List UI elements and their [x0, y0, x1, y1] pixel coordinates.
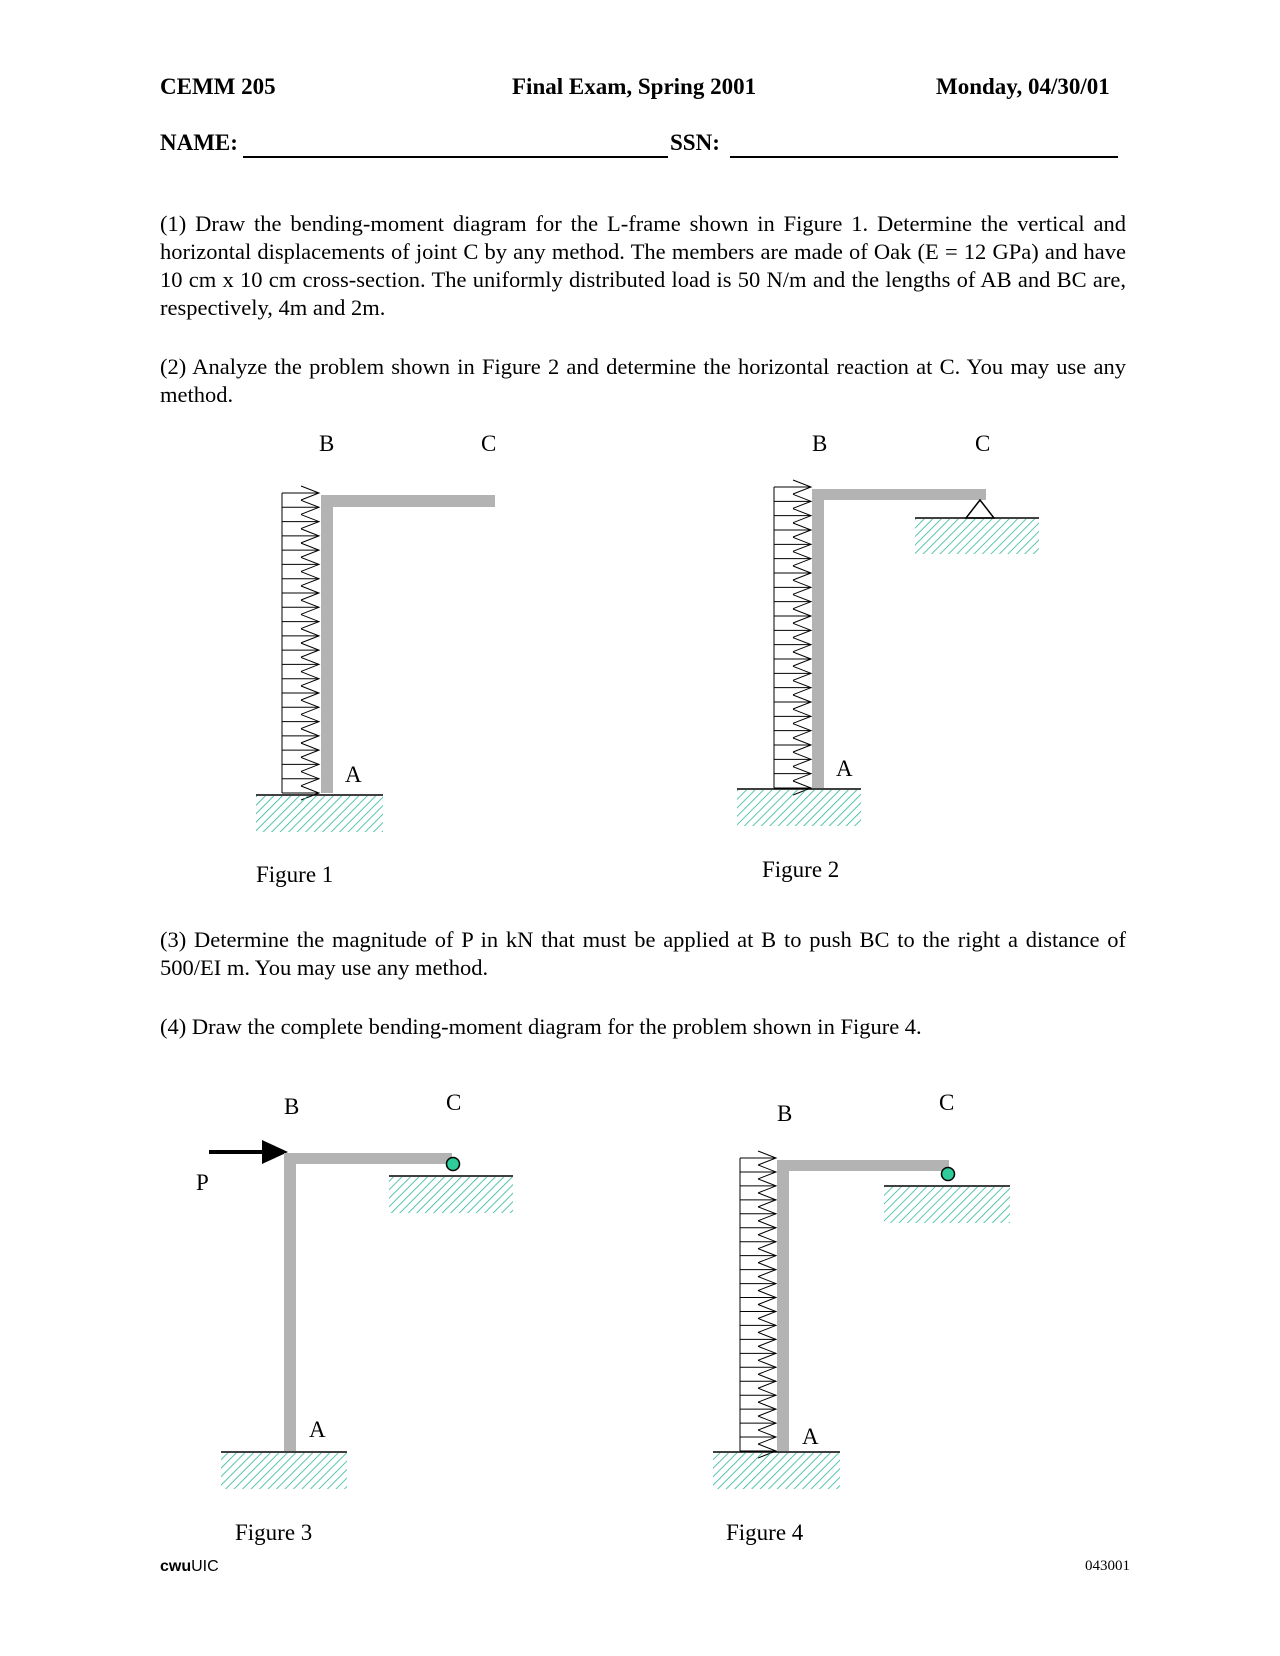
fig4-distributed-load [740, 1151, 776, 1458]
fig3-label-p: P [196, 1170, 209, 1195]
fig4-label-b: B [777, 1101, 793, 1126]
fig2-label-a: A [836, 756, 853, 781]
fig1-member-ab [321, 495, 333, 793]
fig4-member-ab [777, 1160, 789, 1451]
fig1-distributed-load [282, 486, 319, 800]
fig2-pin-support-icon [966, 500, 994, 518]
fig4-label-a: A [802, 1424, 819, 1449]
figure-3 [196, 1090, 513, 1545]
footer-logo [160, 1558, 219, 1576]
footer-code: 043001 [1085, 1558, 1130, 1574]
question-4: (4) Draw the complete bending-moment diagram for the problem shown in Figure 4. [160, 1014, 922, 1039]
fig1-label-b: B [319, 431, 335, 456]
fig1-label-a: A [345, 762, 362, 787]
fig4-roller-icon [942, 1168, 955, 1181]
fig3-fixed-support [221, 1453, 347, 1489]
fig2-fixed-support [737, 790, 861, 826]
exam-date: Monday, 04/30/01 [936, 74, 1110, 99]
fig2-label-b: B [812, 431, 828, 456]
fig3-member-bc [284, 1153, 452, 1164]
fig2-distributed-load [774, 480, 811, 795]
fig1-caption: Figure 1 [256, 862, 334, 887]
exam-title: Final Exam, Spring 2001 [512, 74, 757, 99]
fig2-pin-ground [915, 519, 1039, 554]
question-2: (2) Analyze the problem shown in Figure 2 and determine the horizontal reaction at C. You may use any method. [160, 354, 1126, 407]
fig2-member-bc [812, 489, 986, 500]
fig2-caption: Figure 2 [762, 857, 840, 882]
fig2-label-c: C [975, 431, 991, 456]
fig4-member-bc [777, 1160, 949, 1171]
name-label: NAME: [160, 130, 238, 155]
fig1-member-bc [321, 495, 495, 507]
fig4-caption: Figure 4 [726, 1520, 804, 1545]
fig3-label-a: A [309, 1417, 326, 1442]
fig4-roller-ground [884, 1187, 1010, 1223]
figure-2 [737, 431, 1039, 882]
question-1: (1) Draw the bending-moment diagram for the L-frame shown in Figure 1. Determine the vertical and horizontal displacements of joint C by any method. The members are made of Oak (E = 12 GPa) and have 10 cm x 10 cm cross-section. The uniformly distributed load is 50 N/m and the lengths of AB and BC are, respectively, 4m and 2m. [160, 211, 1126, 320]
fig3-member-ab [284, 1153, 296, 1451]
fig3-roller-ground [389, 1177, 513, 1213]
fig2-member-ab [812, 489, 824, 788]
footer-logo-bold: cwu [160, 1558, 192, 1575]
fig1-fixed-support [256, 796, 383, 832]
figure-1 [256, 431, 496, 887]
footer-logo-rest: UIC [191, 1558, 219, 1575]
fig3-roller-icon [447, 1158, 460, 1171]
question-3: (3) Determine the magnitude of P in kN that must be applied at B to push BC to the right a distance of 500/EI m. You may use any method. [160, 927, 1126, 980]
fig3-label-c: C [446, 1090, 462, 1115]
fig4-label-c: C [939, 1090, 955, 1115]
fig1-label-c: C [481, 431, 497, 456]
fig3-caption: Figure 3 [235, 1520, 313, 1545]
figure-4 [713, 1090, 1010, 1545]
fig3-label-b: B [284, 1094, 300, 1119]
ssn-label: SSN: [670, 130, 720, 155]
fig4-fixed-support [713, 1453, 840, 1489]
course-code: CEMM 205 [160, 74, 276, 99]
